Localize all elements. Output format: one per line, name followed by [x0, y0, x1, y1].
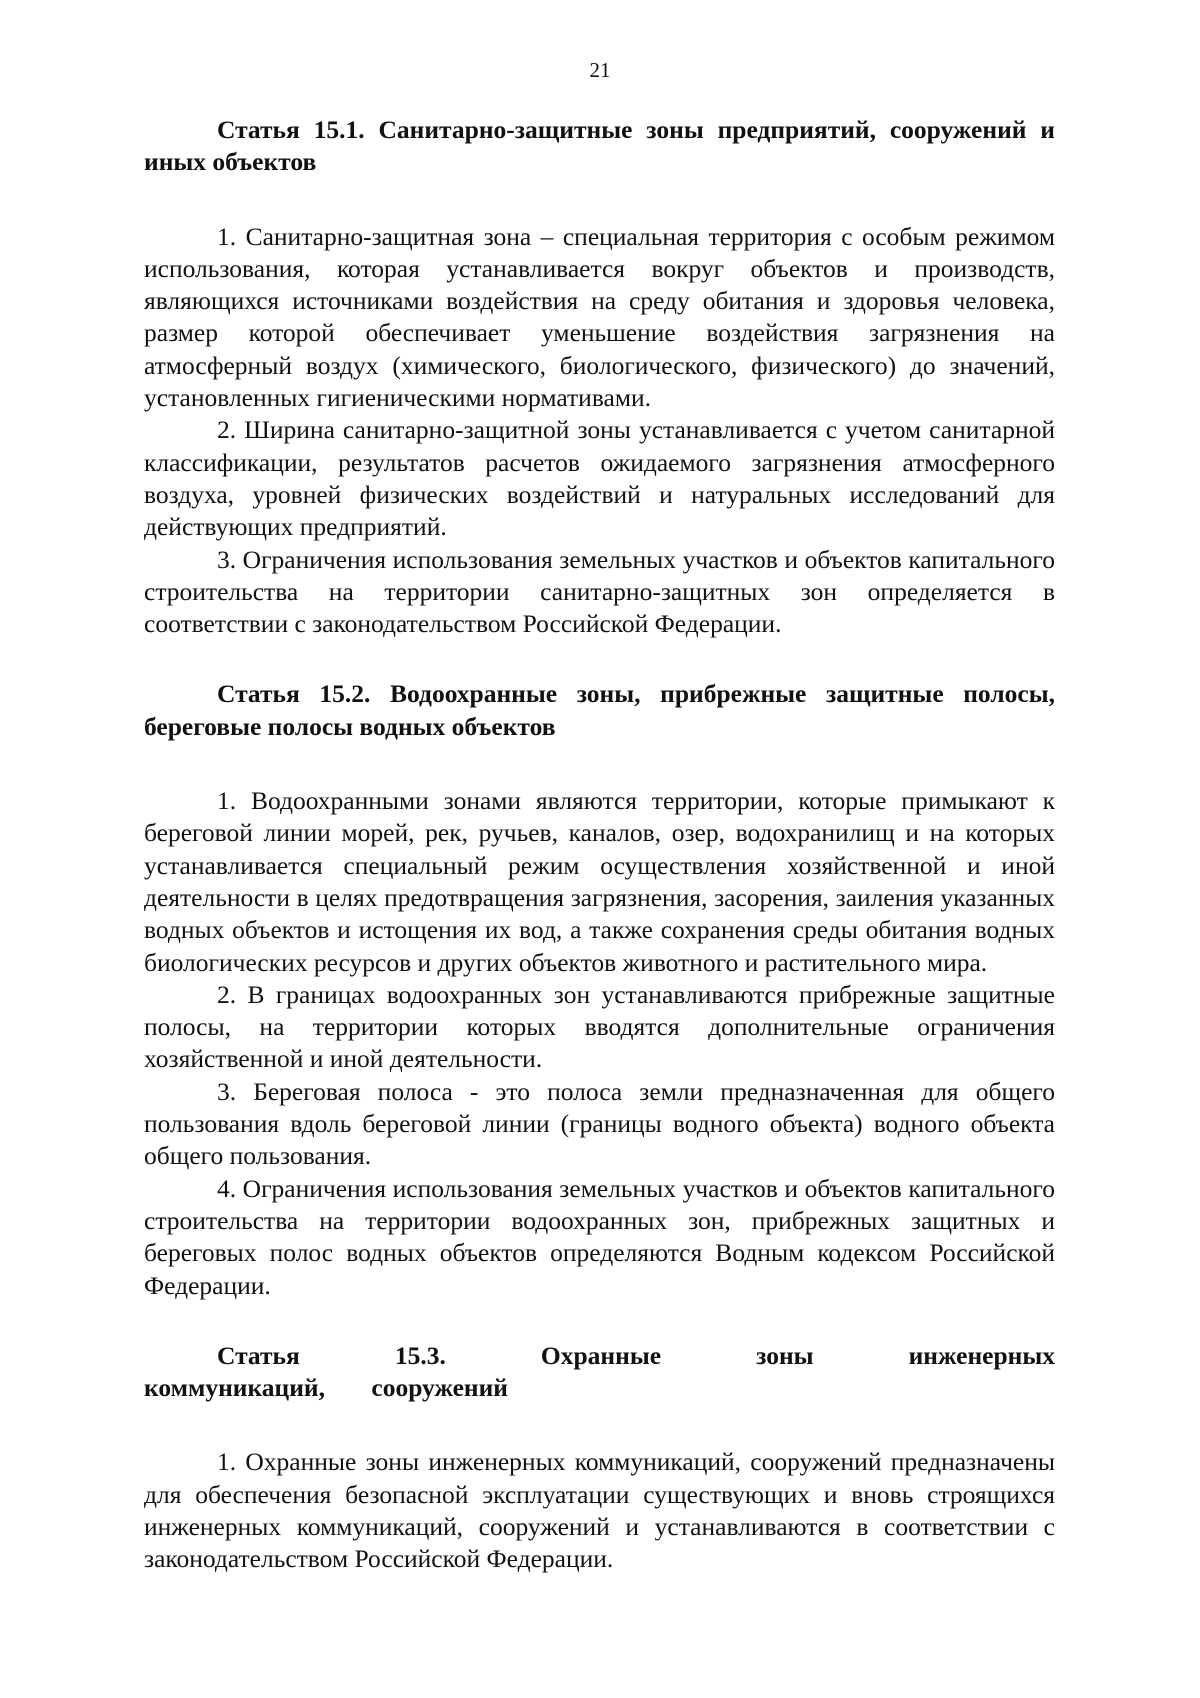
article-title: Статья 15.1. Санитарно-защитные зоны предприятий, сооружений и иных объектов [144, 115, 1055, 177]
spacer [144, 640, 1055, 678]
spacer [144, 1302, 1055, 1340]
paragraph: 2. Ширина санитарно-защитной зоны устанавливается с учетом санитарной классификации, результатов расчетов ожидаемого загрязнения атмосферного воздуха, уровней физических воздействий и натуральных исследований для действующих предприятий. [144, 415, 1055, 542]
article-15-3 [144, 1340, 1055, 1576]
spacer [144, 1404, 1055, 1446]
paragraph: 2. В границах водоохранных зон устанавливаются прибрежные защитные полосы, на территории которых вводятся дополнительные ограничения хозяйственной и иной деятельности. [144, 979, 1055, 1074]
paragraph: 3. Ограничения использования земельных участков и объектов капитального строительства на территории санитарно-защитных зон определяется в соответствии с законодательством Российской Федерации. [144, 544, 1055, 639]
document-body [144, 114, 1055, 1576]
page-number: 21 [589, 58, 611, 82]
article-title: Статья 15.2. Водоохранные зоны, прибрежные защитные полосы, береговые полосы водных объектов [144, 679, 1055, 741]
paragraph: 3. Береговая полоса - это полоса земли предназначенная для общего пользования вдоль береговой линии (границы водного объекта) водного объекта общего пользования. [144, 1076, 1055, 1171]
spacer [144, 743, 1055, 785]
paragraph: 4. Ограничения использования земельных участков и объектов капитального строительства на территории водоохранных зон, прибрежных защитных и береговых полос водных объектов определяются Водным кодексом Российской Федерации. [144, 1173, 1055, 1300]
article-15-1 [144, 114, 1055, 640]
article-title: Статья 15.3. Охранные зоны инженерных коммуникаций, сооружений [144, 1340, 1055, 1403]
paragraph: 1. Санитарно-защитная зона – специальная территория с особым режимом использования, которая устанавливается вокруг объектов и производств, являющихся источниками воздействия на среду обитания и здоровья человека, размер которой обеспечивает уменьшение воздействия загрязнения на атмосферный воздух (химического, биологического, физического) до значений, установленных гигиеническими нормативами. [144, 221, 1055, 413]
paragraph: 1. Водоохранными зонами являются территории, которые примыкают к береговой линии морей, рек, ручьев, каналов, озер, водохранилищ и на которых устанавливается специальный режим осуществления хозяйственной и иной деятельности в целях предотвращения загрязнения, засорения, заиления указанных водных объектов и истощения их вод, а также сохранения среды обитания водных биологических ресурсов и других объектов животного и растительного мира. [144, 786, 1055, 977]
spacer [144, 179, 1055, 221]
paragraph: 1. Охранные зоны инженерных коммуникаций, сооружений предназначены для обеспечения безопасной эксплуатации существующих и вновь строящихся инженерных коммуникаций, сооружений и устанавливаются в соответствии с законодательством Российской Федерации. [144, 1447, 1055, 1574]
article-15-2 [144, 678, 1055, 1301]
